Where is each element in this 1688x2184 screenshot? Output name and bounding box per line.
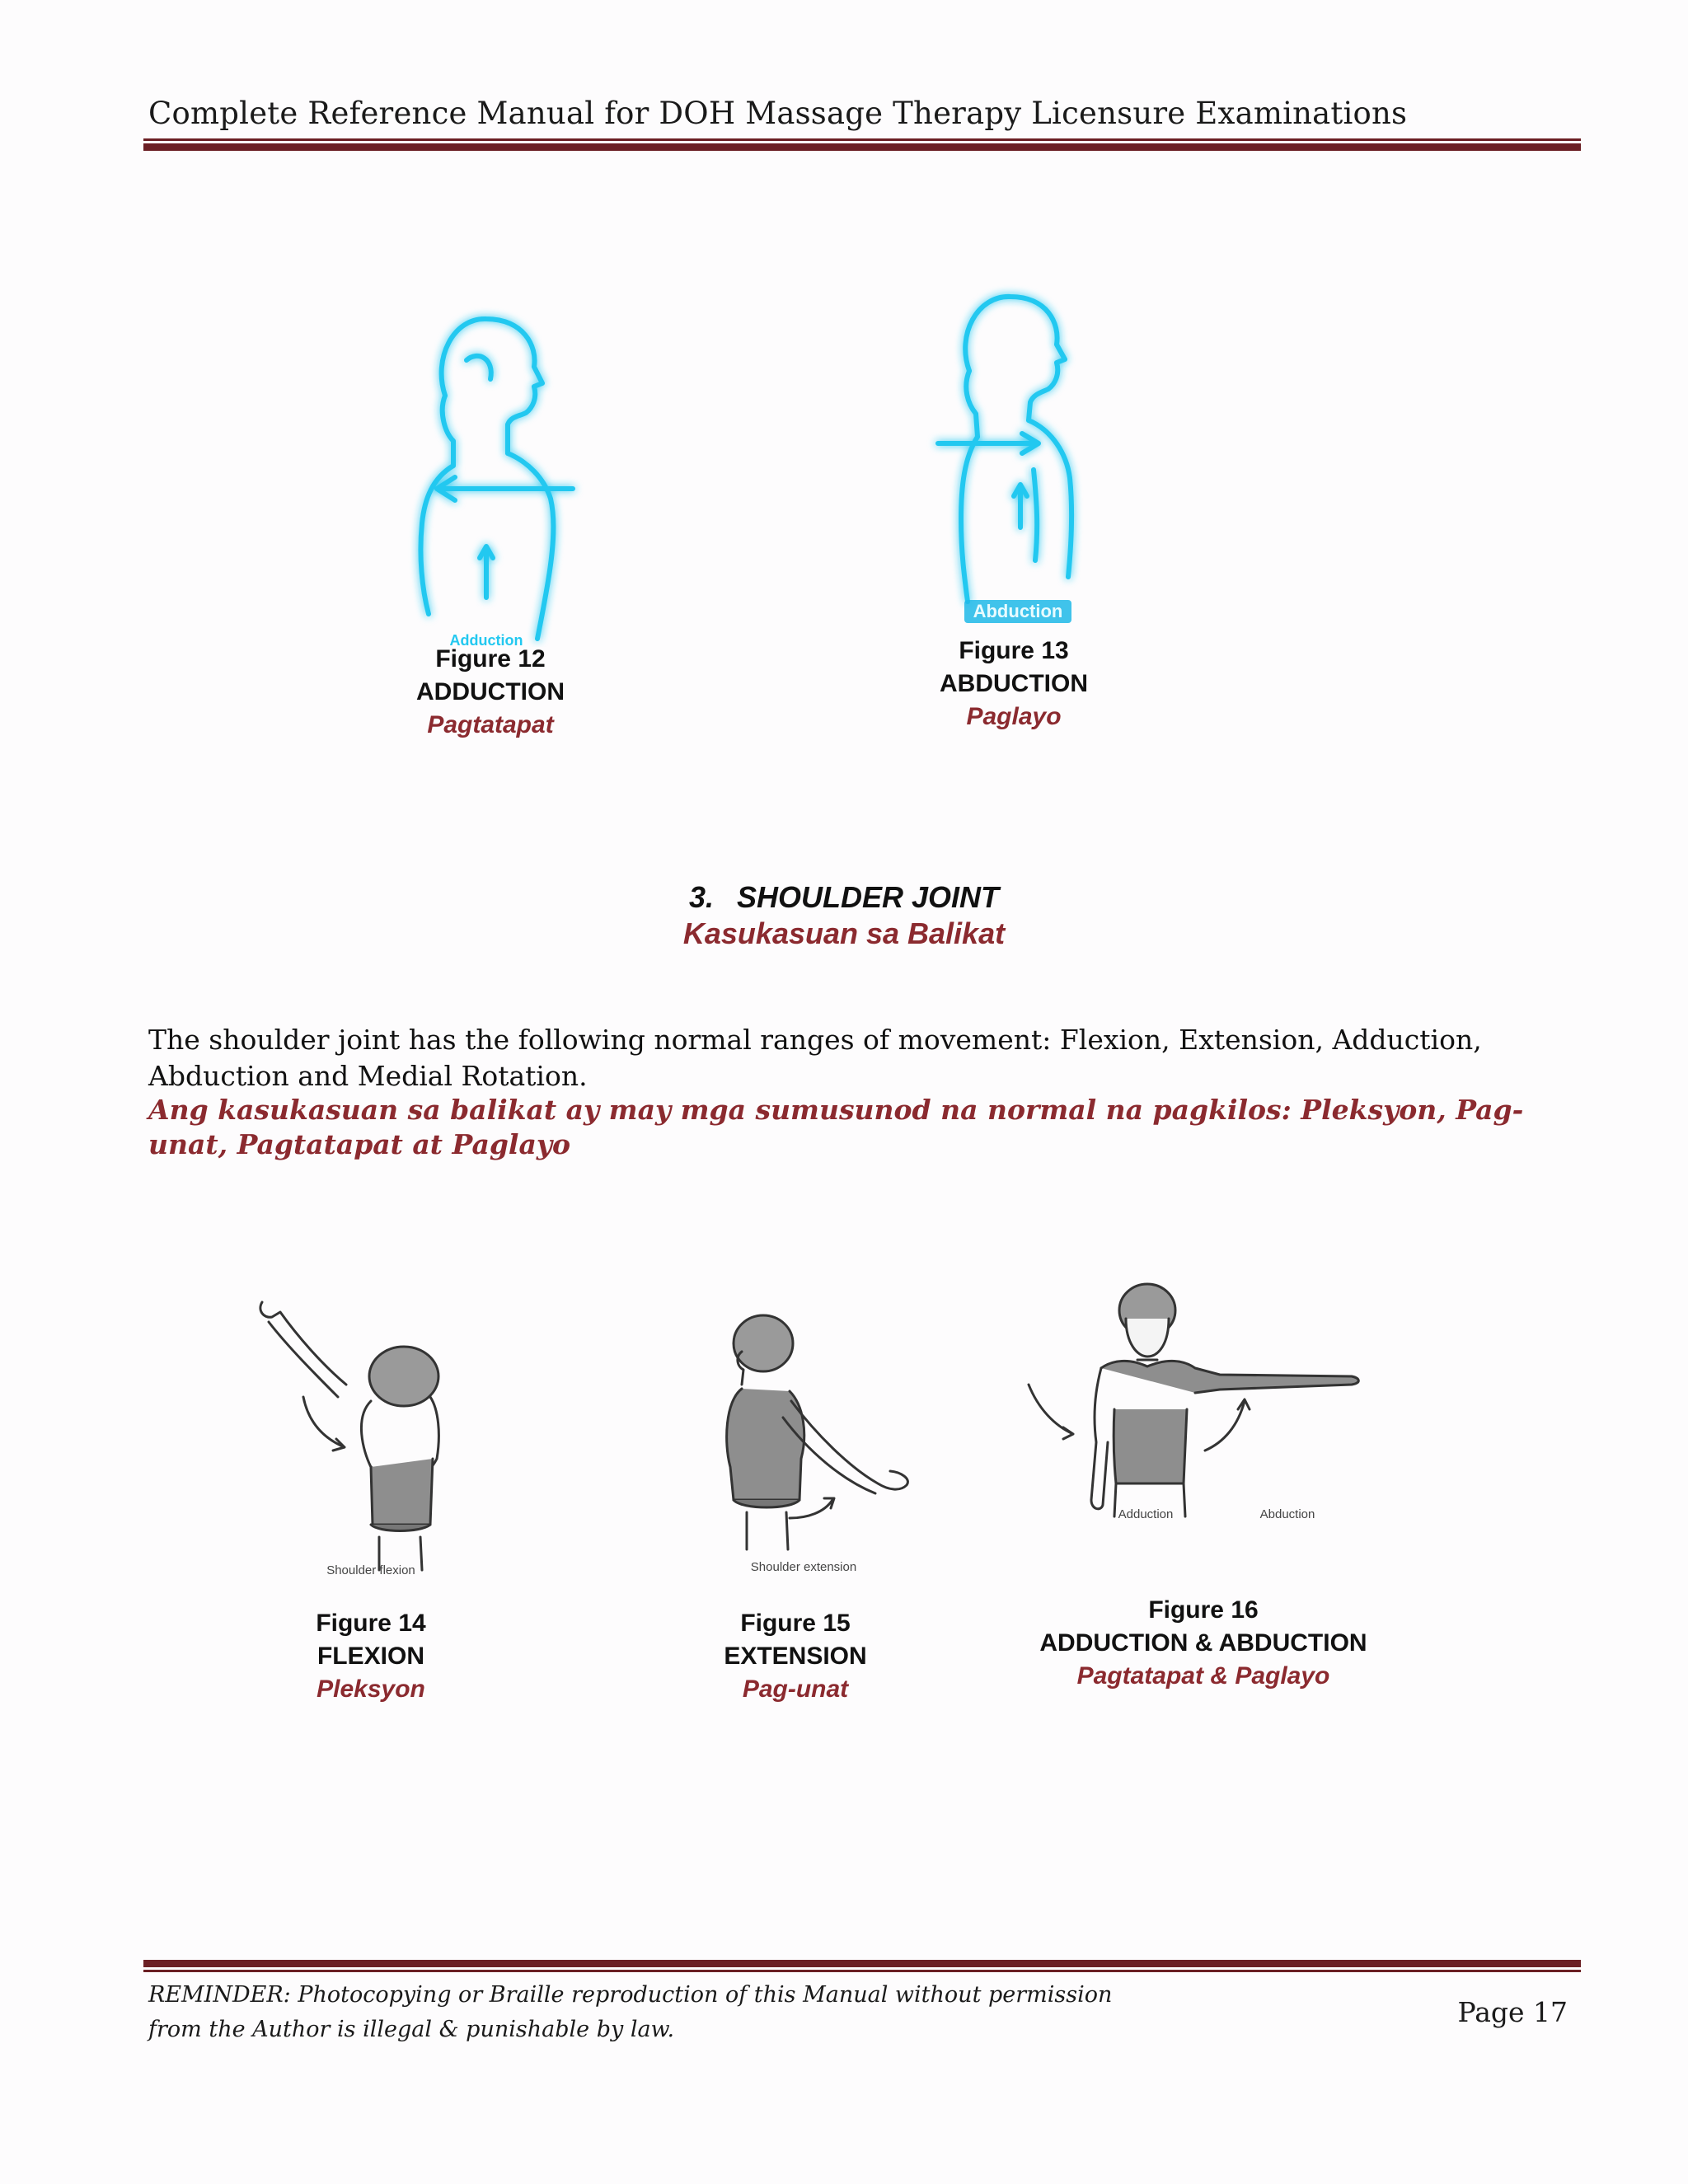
- figure-16-name-tl: Pagtatapat & Paglayo: [1076, 1662, 1330, 1690]
- footer-reminder: [148, 1978, 1220, 2047]
- figure-13-name-tl: Paglayo: [966, 703, 1062, 730]
- figure-16-name-en: ADDUCTION & ABDUCTION: [1039, 1629, 1367, 1657]
- figure-12-image-label: Adduction: [449, 632, 523, 647]
- footer-rule-thin: [143, 1970, 1581, 1972]
- figure-13-image-label: Abduction: [973, 601, 1063, 621]
- figure-14-number: Figure 14: [316, 1610, 426, 1637]
- figure-16-image-label-adduction: Adduction: [1118, 1507, 1174, 1521]
- section-subtitle: Kasukasuan sa Balikat: [682, 916, 1006, 950]
- figure-13-number: Figure 13: [959, 637, 1069, 664]
- figure-13-caption: [907, 635, 1121, 733]
- neon-torso-adduction-icon: [387, 301, 585, 647]
- section-title: SHOULDER JOINT: [737, 880, 1000, 914]
- figure-15-caption: [688, 1607, 903, 1706]
- shoulder-adduction-abduction-drawing-icon: [1022, 1277, 1368, 1541]
- figure-16-number: Figure 16: [1148, 1596, 1259, 1624]
- figure-15-name-en: EXTENSION: [724, 1643, 867, 1670]
- neon-torso-abduction-icon: [913, 280, 1111, 626]
- figure-15-number: Figure 15: [740, 1610, 851, 1637]
- shoulder-flexion-drawing-icon: [247, 1286, 495, 1582]
- figure-12-name-en: ADDUCTION: [416, 678, 565, 705]
- figure-15-name-tl: Pag-unat: [742, 1675, 849, 1703]
- figure-12-caption: [383, 643, 598, 742]
- figure-14-image-label: Shoulder flexion: [326, 1563, 415, 1577]
- figure-12-name-tl: Pagtatapat: [427, 711, 554, 738]
- figure-14-name-tl: Pleksyon: [316, 1675, 425, 1703]
- figure-14-caption: [264, 1607, 478, 1706]
- body-english-paragraph: The shoulder joint has the following normal ranges of movement: Flexion, Extension, Adduction, Abduction and Medial Rotation.: [148, 1024, 1482, 1092]
- footer-rule-thick: [143, 1960, 1581, 1967]
- header-rule-thick: [143, 143, 1581, 151]
- figure-13-name-en: ABDUCTION: [940, 670, 1088, 697]
- footer-reminder-line-2: from the Author is illegal & punishable by law.: [148, 2017, 675, 2042]
- figure-16-image-label-abduction: Abduction: [1259, 1507, 1315, 1521]
- page-header-title: Complete Reference Manual for DOH Massage Therapy Licensure Examinations: [148, 96, 1408, 131]
- page-number: Page 17: [1457, 1996, 1568, 2028]
- section-heading: [0, 880, 1688, 915]
- figure-15-image-label: Shoulder extension: [750, 1560, 857, 1574]
- shoulder-extension-drawing-icon: [684, 1302, 931, 1582]
- figure-16-caption: [989, 1594, 1418, 1693]
- figure-12-number: Figure 12: [435, 645, 546, 673]
- section-number: 3.: [688, 880, 714, 914]
- footer-reminder-line-1: REMINDER: Photocopying or Braille reproduction of this Manual without permission: [148, 1982, 1113, 2008]
- body-tagalog-paragraph: Ang kasukasuan sa balikat ay may mga sumusunod na normal na pagkilos: Pleksyon, Pag-unat, Pagtatapat at Paglayo: [148, 1094, 1524, 1160]
- header-rule-thin: [143, 138, 1581, 141]
- figure-14-name-en: FLEXION: [316, 1643, 424, 1670]
